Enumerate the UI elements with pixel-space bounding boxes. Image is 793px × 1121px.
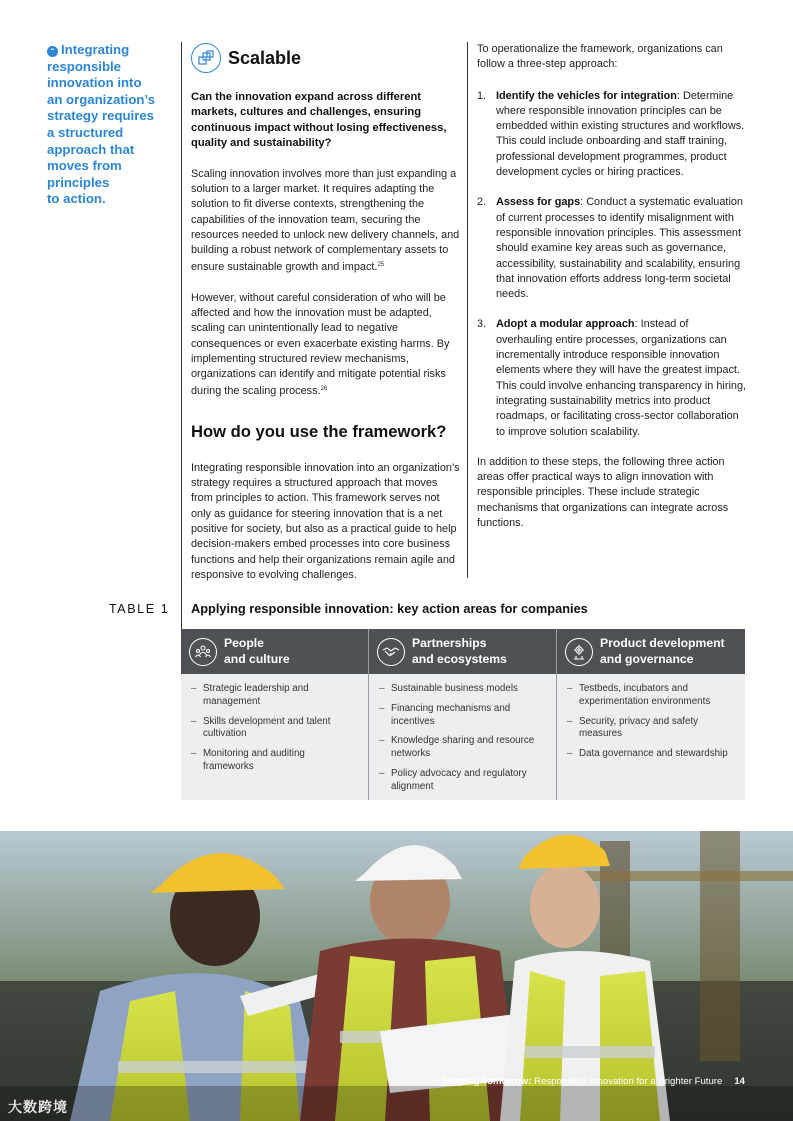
- handshake-icon: [377, 638, 405, 666]
- quote-icon: “: [47, 46, 58, 57]
- column-heading-line: and ecosystems: [412, 651, 507, 666]
- footnote-ref[interactable]: 26: [320, 386, 328, 393]
- lead-question: Can the innovation expand across different markets, cultures and challenges, ensuring continuous impact without losing effectiveness, quality and sustainability?: [191, 91, 447, 150]
- step-item: [477, 89, 747, 181]
- step-description: : Determine where responsible innovation principles can be embedded within existing structures and workflows. This could include onboarding and staff training, professional development programmes, product development cycles or hiring practices.: [496, 89, 745, 179]
- page-number: 14: [734, 1076, 745, 1087]
- body-paragraph: [191, 291, 461, 400]
- framework-intro: Integrating responsible innovation into an organization’s strategy requires a structured approach that moves from principles to action. This framework serves not only as guidance for steering innovation that is a net positive for society, but also as a practical guide to help decision-makers embed processes into core business functions and help their organizations remain agile and responsive to evolving challenges.: [191, 461, 460, 581]
- body-paragraph: [191, 167, 461, 276]
- pull-quote-line: moves from: [47, 158, 122, 174]
- step-description: : Instead of overhauling entire processes, organizations can incrementally introduce responsible innovation elements where they will have the greatest impact. This could involve enhancing transparency in hiring, integrating sustainability metrics into product roadmaps, or facilitating cross-sector collaboration to improve solution scalability.: [496, 318, 747, 438]
- pull-quote: [47, 42, 167, 208]
- action-areas-table: [181, 629, 745, 800]
- list-item: – Security, privacy and safety measures: [567, 716, 735, 742]
- paragraph-text: Scaling innovation involves more than just expanding a solution to a larger market. It requires adapting the solution to fit diverse contexts, strengthening the capabilities of the innovation team, securing the resources needed to unlock new delivery channels, and building a robust network of complementary assets to ensure sustainable growth and impact.: [191, 167, 460, 274]
- scalable-header: [191, 42, 461, 74]
- pull-quote-line: innovation into: [47, 75, 142, 91]
- step-number: 1.: [477, 89, 487, 102]
- step-text: [496, 195, 747, 302]
- item-text: Knowledge sharing and resource networks: [391, 735, 535, 760]
- footnote-ref[interactable]: 25: [377, 262, 385, 269]
- step-description: : Conduct a systematic evaluation of current processes to identify misalignment with responsible innovation principles. This assessment should examine key areas such as governance, accessibility, sustainability and scalability, ensuring that innovation efforts address long-term societal needs.: [496, 196, 743, 301]
- column-items: [557, 674, 745, 761]
- list-item: – Knowledge sharing and resource networks: [379, 735, 546, 761]
- step-number: 2.: [477, 196, 487, 209]
- column-heading-line: Product development: [600, 635, 725, 650]
- item-text: Monitoring and auditing frameworks: [203, 748, 305, 772]
- column-divider: [467, 42, 468, 578]
- column-heading: [224, 636, 290, 668]
- section-title: Scalable: [228, 47, 302, 68]
- table-column-people: [181, 629, 369, 800]
- pull-quote-line: an organization’s: [47, 91, 155, 107]
- pull-quote-line: responsible: [47, 58, 122, 74]
- item-text: Financing mechanisms and incentives: [391, 702, 511, 727]
- list-item: – Financing mechanisms and incentives: [379, 703, 546, 729]
- item-text: Skills development and talent cultivation: [203, 715, 331, 740]
- step-title: Adopt a modular approach: [496, 318, 635, 331]
- footer-title-bold: Shaping Tomorrow:: [441, 1076, 532, 1087]
- page-footer: [442, 1076, 745, 1087]
- step-number: 3.: [477, 318, 487, 331]
- item-text: Strategic leadership and management: [203, 683, 309, 707]
- list-item: – Skills development and talent cultivation: [191, 716, 358, 742]
- step-title: Identify the vehicles for integration: [496, 89, 677, 102]
- item-text: Sustainable business models: [391, 683, 518, 694]
- pull-quote-line: to action.: [47, 191, 106, 207]
- steps-intro: To operationalize the framework, organizations can follow a three-step approach:: [477, 43, 723, 71]
- column-heading-line: People: [224, 635, 264, 650]
- table-title: Applying responsible innovation: key action areas for companies: [191, 601, 588, 616]
- item-text: Policy advocacy and regulatory alignment: [391, 767, 527, 792]
- step-item: [477, 195, 747, 302]
- pull-quote-line: approach that: [47, 141, 135, 157]
- column-heading-line: Partnerships: [412, 635, 487, 650]
- pull-quote-line: a structured: [47, 124, 124, 140]
- middle-column: [191, 42, 461, 583]
- list-item: – Strategic leadership and management: [191, 683, 358, 709]
- cog-gear-icon: [565, 638, 593, 666]
- column-heading-line: and culture: [224, 651, 290, 666]
- list-item: – Policy advocacy and regulatory alignment: [379, 768, 546, 794]
- closing-paragraph: In addition to these steps, the following three action areas offer practical ways to align innovation with responsible principles. These include strategic mechanisms that organizations can integrate across functions.: [477, 455, 729, 530]
- column-items: [181, 674, 368, 774]
- list-item: – Data governance and stewardship: [567, 748, 728, 760]
- paragraph-text: However, without careful consideration of who will be affected and how the innovation must be adapted, scaling can unintentionally lead to negative consequences or even exacerbate existing harms. By implementing structured review mechanisms, organizations can identify and mitigate potential risks during the scaling process.: [191, 291, 450, 398]
- step-item: [477, 317, 747, 439]
- list-item: – Testbeds, incubators and experimentation environments: [567, 683, 735, 709]
- framework-heading: How do you use the framework?: [191, 421, 447, 441]
- people-icon: [189, 638, 217, 666]
- table-column-partnerships: [369, 629, 557, 800]
- pull-quote-line: strategy requires: [47, 108, 155, 124]
- pull-quote-line: Integrating: [61, 42, 130, 57]
- list-item: – Monitoring and auditing frameworks: [191, 748, 358, 774]
- column-items: [369, 674, 556, 794]
- right-column: [477, 42, 747, 531]
- step-text: [496, 317, 747, 439]
- pull-quote-line: principles: [47, 174, 110, 190]
- item-text: Security, privacy and safety measures: [579, 715, 699, 740]
- steps-list: [477, 89, 747, 440]
- column-heading-line: and governance: [600, 651, 694, 666]
- table-column-product: [557, 629, 745, 800]
- column-heading: [412, 636, 507, 668]
- column-heading: [600, 636, 725, 668]
- table-column-header: [557, 629, 745, 674]
- item-text: Data governance and stewardship: [579, 748, 728, 760]
- table-column-header: [369, 629, 556, 674]
- table-column-header: [181, 629, 368, 674]
- list-item: – Sustainable business models: [379, 683, 518, 694]
- footer-title: Responsible Innovation for a Brighter Future: [531, 1076, 723, 1087]
- watermark: 大数跨境: [8, 1099, 68, 1115]
- table-label: TABLE 1: [109, 602, 170, 616]
- scale-boxes-icon: [191, 43, 221, 73]
- item-text: Testbeds, incubators and experimentation environments: [579, 683, 711, 707]
- step-text: [496, 89, 747, 181]
- step-title: Assess for gaps: [496, 196, 581, 209]
